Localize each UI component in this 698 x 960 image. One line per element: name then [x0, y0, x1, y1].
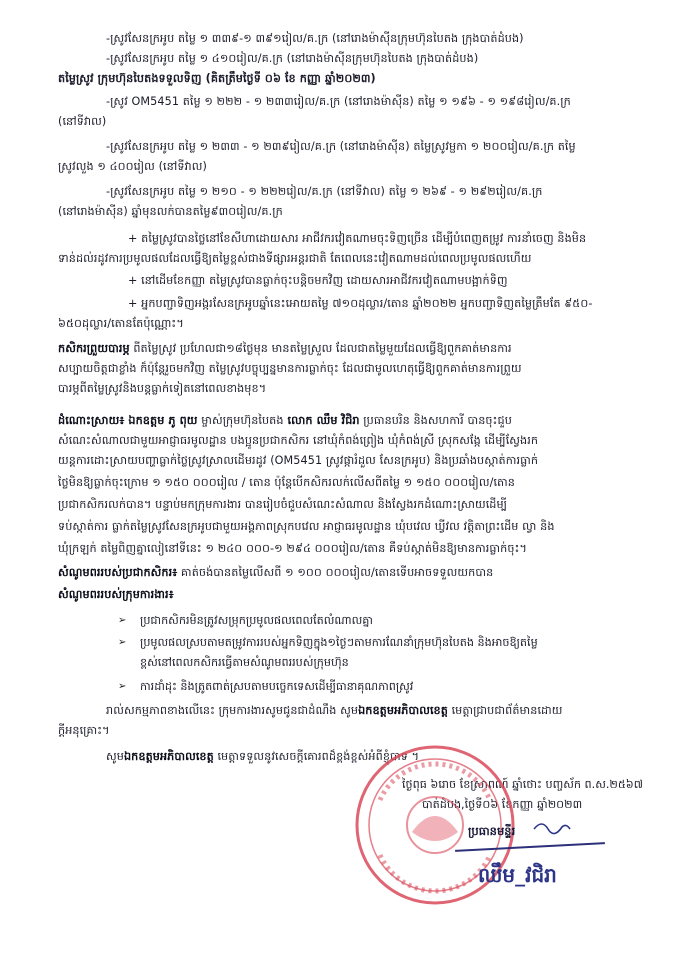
- signatory-title: ប្រធានមន្ទីរ: [468, 824, 516, 838]
- solution-heading: ដំណោះស្រាយ៖: [58, 414, 125, 427]
- text-line: ប្រជាកសិករលក់បាន។ បន្ទាប់មកក្រុមការងារ បានរៀបចំជួបសំណេះសំណាល និងស្វែងរកដំណោះស្រាយដើម្បី: [58, 498, 508, 511]
- list-item-continuation: ខ្ពស់នៅពេលកសិករធ្វើតាមសំណូមពររបស់ក្រុមហ៊ុន: [140, 656, 349, 669]
- text-line: យន្តការដោះស្រាយបញ្ហាធ្លាក់ថ្លៃស្រូវស្រាលដើមរដូវ (OM5451 ស្រូវផ្ការំដួល សែនក្រអូប) និងប្រឆាំងបស្កាត់ការធ្លាក់: [58, 454, 539, 467]
- signature-scribble: [532, 817, 572, 837]
- text-line: ទាន់ដល់រដូវការប្រមូលផលដែលធ្វើឱ្យតម្លៃខ្ពស់ជាងទីផ្សារអន្តរជាតិ តែពេលនេះវៀតណាមដល់ពេលប្រមូលផលហើយ: [58, 252, 532, 265]
- list-item: ប្រមូលផលស្របតាមតម្រូវការរបស់អ្នកទិញក្នុង១ថ្ងៃៗតាមការណែនាំក្រុមហ៊ុនបៃតង និងអាចឱ្យតម្លៃ: [140, 636, 538, 649]
- text-line: សប្បាយចិត្តជាខ្លាំង ក៏ប៉ុន្តែរួចមកវិញ តម្លៃស្រូវបច្ចុប្បន្នមានការធ្លាក់ចុះ ដែលជាមូលហេតុធ្វើឱ្យពួកគាត់មានការព្រួយ: [58, 362, 522, 375]
- arrow-bullet-icon: ➢: [118, 681, 127, 692]
- team-request-heading: សំណូមពររបស់ក្រុមការងារ៖: [58, 588, 174, 601]
- arrow-bullet-icon: ➢: [118, 615, 127, 626]
- farmer-request-text: គាត់ចង់បានតម្លៃលើសពី ១ ១០០ ០០០រៀល/តោនទើបអាចទទួលយកបាន: [177, 566, 494, 579]
- paragraph-farmer-request: [58, 564, 658, 582]
- text-line: បារម្ភពីតម្លៃស្រូវនិងបន្តធ្លាក់ទៀតនៅពេលខាងមុខ។: [58, 382, 267, 395]
- text-line: + អ្នកបញ្ជាទិញអង្ករសែនក្រអូបឆ្នាំនេះអោយតម្លៃ ៧១០ដុល្លារ/តោន ឆ្នាំ២០២២ អ្នកបញ្ជាទិញតម្លៃត្រឹមតែ ៩៥០-: [128, 297, 593, 310]
- list-item: ប្រជាកសិករមិនត្រូវសម្រុកប្រមូលផលពេលតែលំណាលគ្នា: [140, 614, 373, 627]
- text-line: ស្រូវលួង ១ ៤០០រៀល (នៅទីវាល): [58, 160, 207, 173]
- text-line: ឃុំក្រឡក់ តម្លៃពិញគ្នាលៀនៅទីនេះ ១ ២៤០ ០០០-១ ២៩៤ ០០០រៀល/តោន គឺទប់ស្កាត់មិនឱ្យមានការធ្លាក់ចុះ។: [58, 542, 527, 555]
- list-item: ការដាំដុះ និងត្រូតពាត់ស្របតាមបច្ចេកទេសដើម្បីធានាគុណភាពស្រូវ: [140, 680, 414, 693]
- text-line: -ស្រូវ OM5451 តម្លៃ ១ ២២២ - ១ ២៣៣រៀល/គ.ក្រ (នៅរោងម៉ាស៊ីន) តម្លៃ ១ ១៩៦ - ១ ១៩៨រៀល/គ.ក្រ: [106, 95, 571, 108]
- section-heading: តម្លៃស្រូវ ក្រុមហ៊ុនបៃតងទទួលទិញ (គិតត្រឹមថ្ងៃទី ០៦ ខែ កញ្ញា ឆ្នាំ២០២៣): [58, 72, 376, 85]
- text-line: (នៅរោងម៉ាស៊ីន) ឆ្នាំមុនលក់បានតម្លៃ៩៣០រៀល/គ.ក្រ: [58, 205, 283, 218]
- arrow-bullet-icon: ➢: [118, 637, 127, 648]
- text-line: ទប់ស្កាត់ការ ធ្លាក់តម្លៃស្រូវសែនក្រអូបជាមួយអង្គភាពស្រុកបវេល អាជ្ញាធរមូលដ្ឋាន ឃុំបវេល ឃ្វីវល វត្តិតាព្រះដើម ល្វា និង: [58, 520, 555, 533]
- salutation-text: សូម: [106, 750, 124, 763]
- closing-text-tail: មេត្តាជ្រាបជាព័ត៌មានដោយ: [447, 704, 563, 717]
- official-name: ឯកឧត្តម ភូ ពុយ: [124, 414, 198, 427]
- closing-line: [106, 702, 666, 720]
- text-line: ៦៥០ដុល្លារ/តោនតែប៉ុណ្ណោះ។: [58, 317, 184, 330]
- text-line: -ស្រូវសែនក្រអូប តម្លៃ ១ ៤១០រៀល/គ.ក្រ (នៅរោងម៉ាស៊ីនក្រុមហ៊ុនបៃតង ក្រុងបាត់ដំបង): [106, 52, 479, 65]
- salutation-text-tail: មេត្តាទទួលនូវសេចក្តីគោរពដ៏ខ្ពង់ខ្ពស់អំពីខ្ញុំបាទ ។: [213, 750, 420, 763]
- closing-text: រាល់សកម្មភាពខាងលើនេះ ក្រុមការងារសូមជូនជាដំណឹង សូម: [106, 704, 359, 717]
- text-line: ក្តីអនុគ្រោះ។: [58, 724, 110, 737]
- manager-name: លោក ឈឹម វិជិរា: [283, 414, 360, 427]
- text-line: -ស្រូវសែនក្រអូប តម្លៃ ១ ២១០ - ១ ២២២រៀល/គ.ក្រ (នៅទីវាល) តម្លៃ ១ ២៦៩ - ១ ២៩២រៀល/គ.ក្រ: [106, 185, 543, 198]
- concern-heading: កសិករព្រួយបារម្ភ: [58, 342, 130, 355]
- concern-text: ពីតម្លៃស្រូវ ប្រហែលជា១៨ថ្ងៃមុន មានតម្លៃស្រួល ដែលជាតម្លៃមួយដែលធ្វើឱ្យពួកគាត់មានការ: [129, 342, 512, 355]
- governor-title: ឯកឧត្តមអភិបាលខេត្ត: [123, 750, 214, 763]
- text-line: + តម្លៃស្រូវបានថ្លៃនៅខែសីហាដោយសារ អាជីវករវៀតណាមចុះទិញច្រើន ដើម្បីបំពេញតម្រូវ ការនាំចេញ និងមិន: [128, 232, 587, 245]
- text-line: -ស្រូវសែនក្រអូប តម្លៃ ១ ២៣៣ - ១ ២៣៩រៀល/គ.ក្រ (នៅរោងម៉ាស៊ីន) តម្លៃស្រូវម្ផកា ១ ២០០រៀល/គ.ក្រ តម្លៃ: [106, 140, 576, 153]
- lunar-date: ថ្ងៃពុធ ៦រោច ខែស្រាពណ៍ ឆ្នាំថោះ បញ្ចស័ក ព.ស.២៥៦៧: [402, 778, 643, 791]
- solution-text-tail: ប្រធានបរិន និងសហការី បានចុះជួប: [359, 414, 512, 427]
- paragraph-solution: [58, 412, 658, 430]
- governor-title: ឯកឧត្តមអភិបាលខេត្ត: [358, 704, 448, 717]
- place-date: បាត់ដំបង,ថ្ងៃទី០៦ ខែកញ្ញា ឆ្នាំ២០២៣: [422, 798, 583, 811]
- solution-text: ម្ចាស់ក្រុមហ៊ុនបៃតង: [197, 414, 284, 427]
- signatory-name: ឈឹម_វជិរា: [478, 863, 557, 887]
- text-line: -ស្រូវសែនក្រអូប តម្លៃ ១ ៣៣៩-១ ៣៩១រៀល/គ.ក្រ (នៅរោងម៉ាស៊ីនក្រុមហ៊ុនបៃតង ក្រុងបាត់ដំបង): [106, 32, 524, 45]
- text-line: + នៅដើមខែកញ្ញា តម្លៃស្រូវបានធ្លាក់ចុះបន្តិចមកវិញ ដោយសារអាជីវករវៀតណាមបង្អាក់ទិញ: [128, 274, 508, 287]
- text-line: សំណេះសំណាលជាមួយអាជ្ញាធរមូលដ្ឋាន បងប្អូនប្រជាកសិករ នៅឃុំកំពង់ព្រៀង ឃុំកំពង់ស្រី ស្រុកសង្កែ ដើម្បីស្វែងរក: [58, 434, 539, 447]
- farmer-request-heading: សំណូមពររបស់ប្រជាកសិករ៖: [58, 566, 178, 579]
- text-line: (នៅទីវាល): [58, 115, 107, 128]
- paragraph-concern: [58, 340, 658, 358]
- text-line: ថ្លៃមិនឱ្យធ្លាក់ចុះក្រោម ១ ១៥០ ០០០រៀល / តោន ប៉ុន្តែបើកសិករលក់លើសពីតម្លៃ ១ ១៥០ ០០០រៀល/តោន: [58, 476, 515, 489]
